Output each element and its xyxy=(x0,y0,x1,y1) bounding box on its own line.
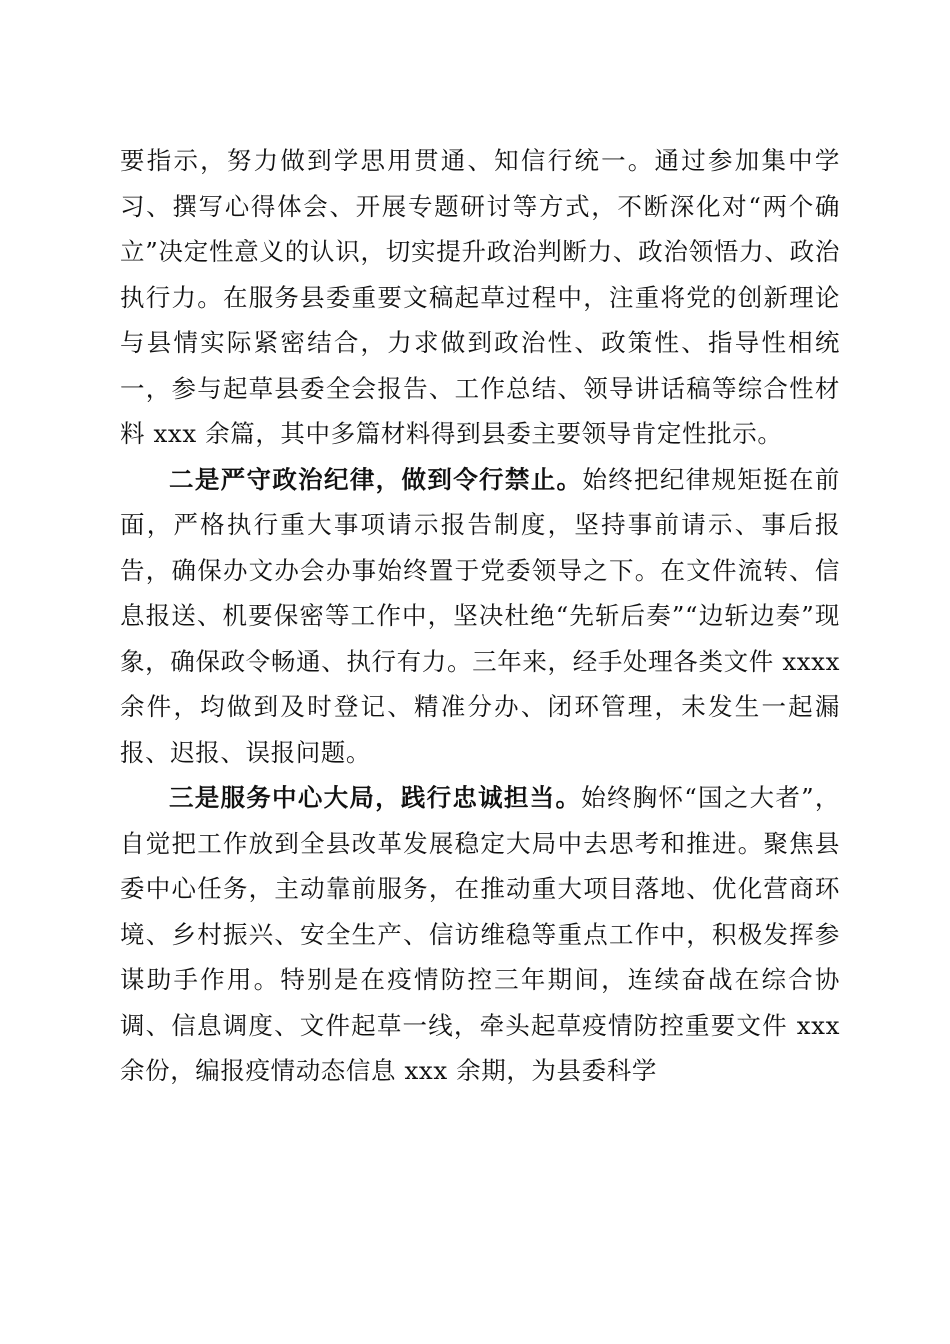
document-body xyxy=(120,138,840,1094)
paragraph-1-text: 要指示，努力做到学思用贯通、知信行统一。通过参加集中学习、撰写心得体会、开展专题研讨等方式，不断深化对“两个确立”决定性意义的认识，切实提升政治判断力、政治领悟力、政治执行力。在服务县委重要文稿起草过程中，注重将党的创新理论与县情实际紧密结合，力求做到政治性、政策性、指导性相统一，参与起草县委全会报告、工作总结、领导讲话稿等综合性材料 xxx 余篇，其中多篇材料得到县委主要领导肯定性批示。 xyxy=(120,146,840,448)
paragraph-3 xyxy=(120,775,840,1094)
paragraph-1 xyxy=(120,138,840,457)
paragraph-3-text: 始终胸怀“国之大者”，自觉把工作放到全县改革发展稳定大局中去思考和推进。聚焦县委中心任务，主动靠前服务，在推动重大项目落地、优化营商环境、乡村振兴、安全生产、信访维稳等重点工作中，积极发挥参谋助手作用。特别是在疫情防控三年期间，连续奋战在综合协调、信息调度、文件起草一线，牵头起草疫情防控重要文件 xxx 余份，编报疫情动态信息 xxx 余期，为县委科学 xyxy=(120,783,840,1085)
paragraph-2-text: 始终把纪律规矩挺在前面，严格执行重大事项请示报告制度，坚持事前请示、事后报告，确保办文办会办事始终置于党委领导之下。在文件流转、信息报送、机要保密等工作中，坚决杜绝“先斩后奏”“边斩边奏”现象，确保政令畅通、执行有力。三年来，经手处理各类文件 xxxx 余件，均做到及时登记、精准分办、闭环管理，未发生一起漏报、迟报、误报问题。 xyxy=(120,464,840,767)
paragraph-3-lead: 三是服务中心大局，践行忠诚担当。 xyxy=(169,783,582,812)
paragraph-2 xyxy=(120,457,840,776)
paragraph-2-lead: 二是严守政治纪律，做到令行禁止。 xyxy=(169,464,583,494)
